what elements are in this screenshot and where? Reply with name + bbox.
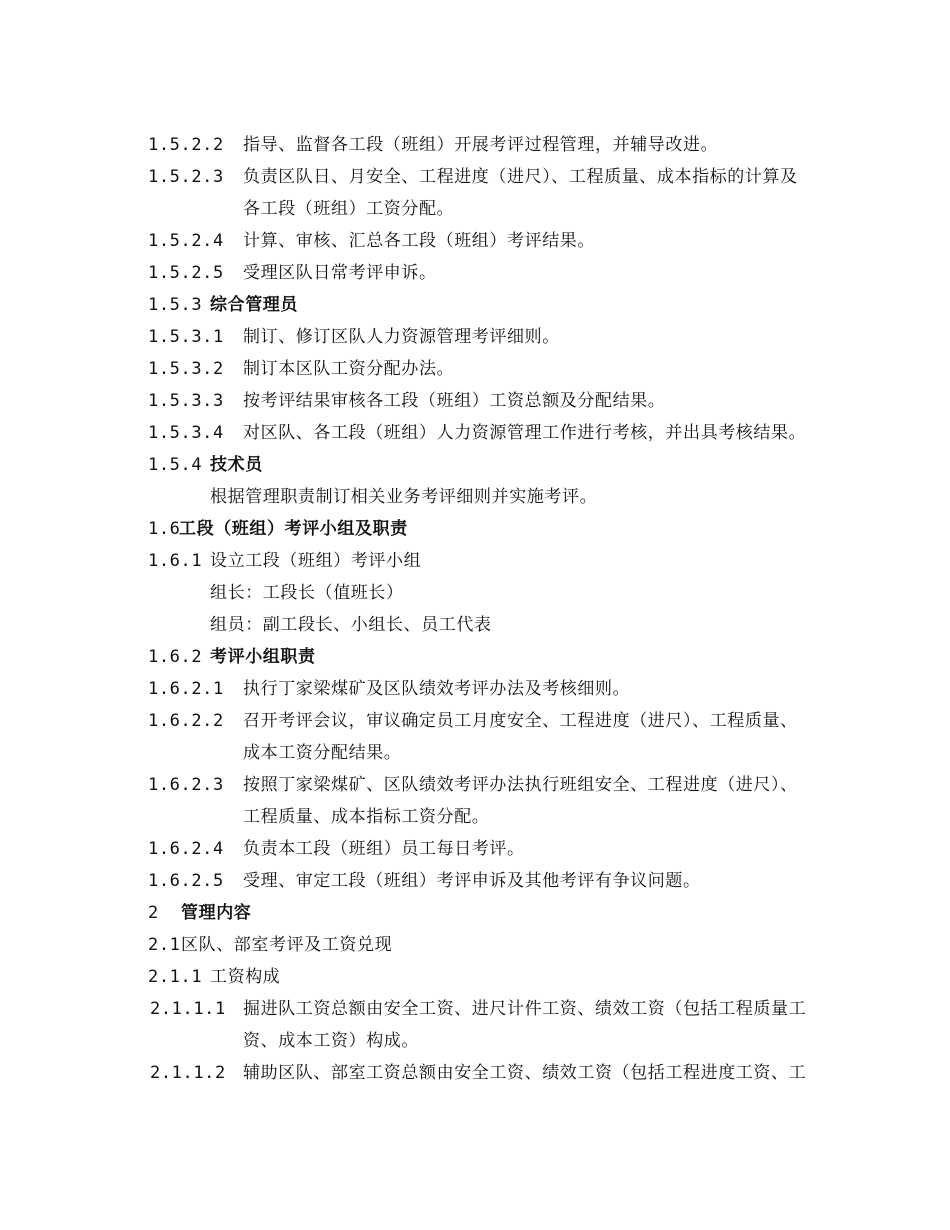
- section-heading: 工段（班组）考评小组及职责: [179, 519, 408, 539]
- paragraph-continuation: [0, 801, 950, 833]
- paragraph-1-6-2-2: [0, 705, 950, 737]
- clause-text: 召开考评会议，审议确定员工月度安全、工程进度（进尺）、工程质量、: [243, 711, 798, 731]
- clause-number: 2.1.1.1: [150, 999, 226, 1019]
- clause-text: 计算、审核、汇总各工段（班组）考评结果。: [243, 231, 595, 251]
- clause-text: 执行丁家梁煤矿及区队绩效考评办法及考核细则。: [243, 679, 631, 699]
- clause-number: 1.5.3.1: [148, 327, 224, 347]
- section-heading: 综合管理员: [210, 295, 298, 315]
- paragraph-1-6-2-3: [0, 769, 950, 801]
- heading-1-5-3: [0, 289, 950, 321]
- section-number: 1.6.2: [148, 647, 203, 667]
- clause-text: 对区队、各工段（班组）人力资源管理工作进行考核，并出具考核结果。: [243, 423, 807, 443]
- section-heading: 设立工段（班组）考评小组: [210, 551, 422, 571]
- heading-1-6: [0, 513, 950, 545]
- section-heading: 考评小组职责: [210, 647, 316, 667]
- heading-2-1-1: [0, 961, 950, 993]
- clause-text: 制订、修订区队人力资源管理考评细则。: [243, 327, 560, 347]
- clause-text: 成本工资分配结果。: [243, 743, 402, 763]
- section-heading: 技术员: [210, 455, 263, 475]
- paragraph-1-5-3-1: [0, 321, 950, 353]
- clause-text: 指导、监督各工段（班组）开展考评过程管理，并辅导改进。: [243, 135, 719, 155]
- paragraph-1-6-2-5: [0, 865, 950, 897]
- section-heading: 区队、部室考评及工资兑现: [181, 935, 393, 955]
- clause-text: 各工段（班组）工资分配。: [243, 199, 455, 219]
- paragraph-continuation: [0, 1025, 950, 1057]
- clause-text: 按照丁家梁煤矿、区队绩效考评办法执行班组安全、工程进度（进尺）、: [243, 775, 798, 795]
- paragraph-1-5-2-5: [0, 257, 950, 289]
- heading-1-6-2: [0, 641, 950, 673]
- paragraph-1-5-2-3: [0, 161, 950, 193]
- clause-text: 辅助区队、部室工资总额由安全工资、绩效工资（包括工程进度工资、工: [243, 1063, 807, 1083]
- paragraph-1-6-2-4: [0, 833, 950, 865]
- section-number: 1.6.1: [148, 551, 203, 571]
- clause-text: 工程质量、成本指标工资分配。: [243, 807, 490, 827]
- clause-number: 1.6.2.4: [148, 839, 224, 859]
- clause-number: 1.5.2.5: [148, 263, 224, 283]
- clause-number: 1.5.3.4: [148, 423, 224, 443]
- heading-1-5-4: [0, 449, 950, 481]
- paragraph-1-5-3-3: [0, 385, 950, 417]
- paragraph-1-5-3-4: [0, 417, 950, 449]
- clause-number: 1.6.2.2: [148, 711, 224, 731]
- clause-number: 1.5.2.3: [148, 167, 224, 187]
- paragraph-2-1-1-2: [0, 1057, 950, 1089]
- clause-number: 1.6.2.5: [148, 871, 224, 891]
- clause-text: 资、成本工资）构成。: [243, 1031, 419, 1051]
- body-text: 组员：副工段长、小组长、员工代表: [210, 615, 492, 635]
- paragraph-1-5-2-2: [0, 129, 950, 161]
- clause-number: 1.5.3.2: [148, 359, 224, 379]
- section-number: 1.5.3: [148, 295, 203, 315]
- paragraph-continuation: [0, 737, 950, 769]
- body-text: 根据管理职责制订相关业务考评细则并实施考评。: [210, 487, 598, 507]
- heading-2: [0, 897, 950, 929]
- section-number: 2: [148, 903, 159, 923]
- section-number: 1.6: [148, 519, 181, 539]
- paragraph-2-1-1-1: [0, 993, 950, 1025]
- section-number: 2.1: [148, 935, 181, 955]
- clause-number: 1.6.2.1: [148, 679, 224, 699]
- clause-number: 2.1.1.2: [150, 1063, 226, 1083]
- paragraph-1-6-2-1: [0, 673, 950, 705]
- clause-text: 按考评结果审核各工段（班组）工资总额及分配结果。: [243, 391, 666, 411]
- clause-text: 掘进队工资总额由安全工资、进尺计件工资、绩效工资（包括工程质量工: [243, 999, 807, 1019]
- paragraph-body: [0, 609, 950, 641]
- clause-number: 1.5.2.4: [148, 231, 224, 251]
- section-number: 1.5.4: [148, 455, 203, 475]
- clause-text: 负责本工段（班组）员工每日考评。: [243, 839, 525, 859]
- section-number: 2.1.1: [148, 967, 203, 987]
- heading-2-1: [0, 929, 950, 961]
- clause-text: 负责区队日、月安全、工程进度（进尺）、工程质量、成本指标的计算及: [243, 167, 798, 187]
- paragraph-1-5-2-4: [0, 225, 950, 257]
- paragraph-continuation: [0, 193, 950, 225]
- paragraph-body: [0, 577, 950, 609]
- clause-number: 1.5.2.2: [148, 135, 224, 155]
- clause-text: 受理、审定工段（班组）考评申诉及其他考评有争议问题。: [243, 871, 701, 891]
- clause-number: 1.6.2.3: [148, 775, 224, 795]
- paragraph-body: [0, 481, 950, 513]
- body-text: 组长：工段长（值班长）: [210, 583, 404, 603]
- clause-text: 受理区队日常考评申诉。: [243, 263, 437, 283]
- clause-text: 制订本区队工资分配办法。: [243, 359, 455, 379]
- section-heading: 工资构成: [210, 967, 281, 987]
- clause-number: 1.5.3.3: [148, 391, 224, 411]
- heading-1-6-1: [0, 545, 950, 577]
- section-heading: 管理内容: [181, 903, 252, 923]
- paragraph-1-5-3-2: [0, 353, 950, 385]
